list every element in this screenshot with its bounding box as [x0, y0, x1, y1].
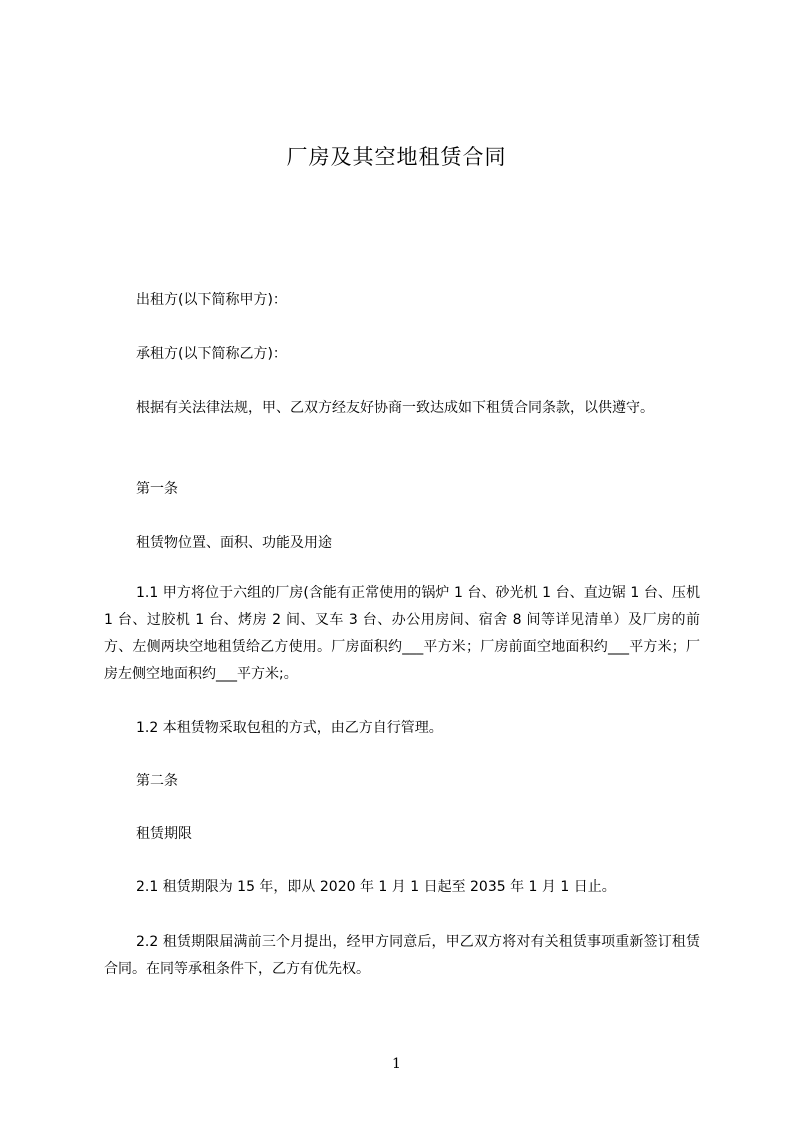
- clause-1-1: 1.1 甲方将位于六组的厂房(含能有正常使用的锅炉 1 台、砂光机 1 台、直边锯 1 台、压机 1 台、过胶机 1 台、烤房 2 间、叉车 3 台、办公用房间、宿舍 8 间等详见清单）及厂房的前方、左侧两块空地租赁给乙方使用。厂房面积约___平方米；厂房前面空地面积约___平方米；厂房左侧空地面积约___平方米;。: [104, 585, 700, 682]
- clause-2-1: 2.1 租赁期限为 15 年，即从 2020 年 1 月 1 日起至 2035 年 1 月 1 日止。: [136, 879, 616, 895]
- article-1-heading: 第一条: [136, 481, 178, 497]
- preamble-paragraph: 根据有关法律法规，甲、乙双方经友好协商一致达成如下租赁合同条款，以供遵守。: [136, 400, 654, 416]
- article-1-subject: 租赁物位置、面积、功能及用途: [136, 535, 332, 551]
- lessee-line: 承租方(以下简称乙方)：: [136, 346, 287, 362]
- article-2-subject: 租赁期限: [136, 826, 192, 842]
- clause-2-2: 2.2 租赁期限届满前三个月提出，经甲方同意后，甲乙双方将对有关租赁事项重新签订租赁合同。在同等承租条件下，乙方有优先权。: [104, 934, 700, 977]
- clause-1-2: 1.2 本租赁物采取包租的方式，由乙方自行管理。: [136, 720, 443, 736]
- document-title: 厂房及其空地租赁合同: [286, 145, 507, 169]
- page-number: 1: [392, 1056, 401, 1072]
- lessor-line: 出租方(以下简称甲方)：: [136, 292, 287, 308]
- article-2-heading: 第二条: [136, 773, 178, 789]
